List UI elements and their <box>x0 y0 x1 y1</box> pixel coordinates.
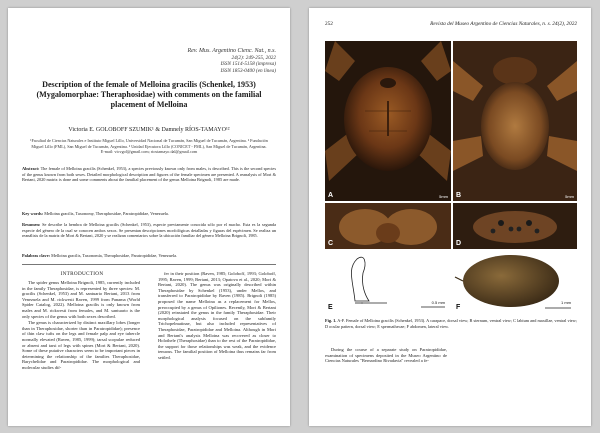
page-number: 252 <box>325 21 333 27</box>
journal-reference <box>187 48 276 74</box>
resumen <box>22 222 276 239</box>
maxillae-photo <box>325 203 451 249</box>
abstract-text: The female of Melloina gracilis (Schenkel, 1953), a species previously known only from males, is described. This is the second species of the genus known from both sexes. Detailed morphological description and figures of the female specimen are presented. A reanalysis of Mori & Bertani, 2020 matrix is done and some comments about the familial placement of the genus Melloina Brignoli, 1985 are made. <box>22 166 276 183</box>
article-title <box>24 80 274 110</box>
keywords <box>22 211 276 217</box>
journal-ref-line: 24(2): 249-255, 2022 <box>231 54 276 61</box>
scale-bar-e: 0.5 mm <box>431 300 445 305</box>
ocular-photo <box>453 203 577 249</box>
section-divider <box>22 264 276 265</box>
panel-f <box>453 251 577 313</box>
title-line: Description of the female of Melloina gracilis (Schenkel, 1953) <box>42 80 256 89</box>
panel-label-a: A <box>328 192 334 199</box>
left-page <box>8 8 290 426</box>
panel-label-c: C <box>328 240 334 247</box>
introduction-heading: INTRODUCTION <box>60 271 104 277</box>
sternum-photo <box>453 41 577 201</box>
palabras-clave <box>22 253 276 259</box>
panel-a <box>325 41 451 201</box>
panel-label-f: F <box>456 304 461 311</box>
panel-label-d: D <box>456 240 462 247</box>
scale-bar-b: 5mm <box>565 194 574 199</box>
body-column-1 <box>22 280 140 372</box>
panel-d <box>453 203 577 249</box>
abdomen-photo <box>453 251 577 313</box>
issn-online: ISSN 1853-0400 (en línea) <box>220 67 276 74</box>
panel-label-b: B <box>456 192 462 199</box>
panel-b <box>453 41 577 201</box>
body-column-2 <box>158 271 276 362</box>
resumen-text: Se describe la hembra de Melloina gracilis (Schenkel, 1953), especie previamente conocida sólo por el macho. Esta es la segunda especie del género de la cual se conocen ambos sexos. Se presentan descripciones morfológicas detalladas y figuras del espécimen. Se realiza un reanálisis de la matriz de Mori & Bertani, 2020 y se realizan comentarios sobre la ubicación familiar del género Melloina Brignoli, 1985. <box>22 222 276 239</box>
title-line: placement of Melloina <box>110 100 188 109</box>
panel-label-e: E <box>328 304 333 311</box>
title-line: (Mygalomorphae: Theraphosidae) with comments on the familial <box>36 90 262 99</box>
authors: Victoria E. GOLOBOFF SZUMIK¹ & Damnely RÍOS-TAMAYO¹² <box>68 127 230 133</box>
paragraph: During the course of a separate study on Paratropididae, examination of specimens deposited in the Museo Argentino de Ciencias Naturales "Bernardino Rivadavia" revealed a fe- <box>325 347 447 364</box>
issn-print: ISSN 1514-5158 (impresa) <box>220 61 276 68</box>
palabras-label: Palabras clave: <box>22 253 51 258</box>
caption-text: A-F. Female of Melloina gracilis (Schenkel, 1953). A carapace, dorsal view; B sternum, ventral view; C labium and maxillae, ventral view; D ocular pattern, dorsal view; E spermathecae; F abdomen, lateral view. <box>325 318 578 329</box>
scale-bar-f: 1 mm <box>561 300 571 305</box>
abstract <box>22 166 276 183</box>
keywords-label: Key words: <box>22 211 44 216</box>
scale-bar-a: 5mm <box>439 194 448 199</box>
paragraph: The genus is characterized by distinct maxillary lobes (longer than in Theraphosidae, shorter than in Paratropididae); presence of thin claw tufts on the legs and female palp and eye tubercle normally elevated (Raven, 1985, 1999); tarsal scopulae reduced or absent and tarsi of legs with spines (Mori & Bertani, 2020). Some of these putative characters seem to be important pieces in determining the relationship of the families Theraphosidae, Barychelidae and Paratropididae. The morphological and molecular studies dif- <box>22 320 140 370</box>
resumen-label: Resumen: <box>22 222 41 227</box>
figure-caption <box>325 318 577 329</box>
right-page <box>309 8 591 426</box>
figure-1 <box>325 41 577 313</box>
carapace-photo <box>325 41 451 201</box>
body-column-3 <box>325 347 447 365</box>
journal-name: Revista del Museo Argentino de Ciencias Naturales, n. s. 24(2), 2022 <box>430 21 577 27</box>
paragraph: The spider genus Melloina Brignoli, 1985, currently included in the family Theraphosidae, is represented by three species: M. gracilis (Schenkel, 1953) and M. santuario Bertani, 2013 from Venezuela and M. rickwesti Raven, 1999 from Panama (World Spider Catalog, 2022). Melloina gracilis is only known from males and M. rickwesti from females, and M. santuario is the only species of the genus with both sexes described. <box>22 280 140 319</box>
panel-c <box>325 203 451 249</box>
journal-ref-line: Rev. Mus. Argentino Cienc. Nat., n.s. <box>187 48 276 54</box>
affiliations: ¹Facultad de Ciencias Naturales e Instituto Miguel Lillo, Universidad Nacional de Tucumán, San Miguel de Tucumán, Argentina. ² Fundación Miguel Lillo (FML), San Miguel de Tucumán, Argentina. ³ Unidad Ejecutora Lillo (CONICET - FML), San Miguel de Tucumán, Argentina. E-mail: vicvgol@gmail.com; riostamayo.dal@gmail.com <box>30 138 268 155</box>
abstract-label: Abstract: <box>22 166 40 171</box>
palabras-text: Melloina gracilis, Taxonomía, Theraphosidae, Paratropididae, Venezuela. <box>51 253 178 258</box>
keywords-text: Melloina gracilis, Taxonomy, Theraphosidae, Paratropididae, Venezuela. <box>44 211 169 216</box>
panel-e <box>325 251 451 313</box>
caption-label: Fig. 1. <box>325 318 337 323</box>
paragraph: fer in their position (Raven, 1985; Goloboff, 1993; Goloboff, 1995; Raven, 1999; Bertani, 2013; Opatova et al., 2020; Mori & Bertani, 2020). The genus was originally described within Theraphosidae by Schenkel (1953), under Mellos, and transferred to Paratropididae by Raven (1985). Brignoli (1985) proposed the name Melloina as a replacement for Mellos, preoccupied by a genus of Opiliones. Recently, Mori & Bertani (2020) reinstated the genus in the family Theraphosidae. Their morphological analysis focused on the subfamily Trichopelmatinae, but also included representatives of Theraphosidae, Paratropididae and Melloina. Although in Mori and Bertani's analysis Melloina was recovered as closer to Holothele (Theraphosidae) than to the rest of the Paratropididae, the support for those relationships was weak, and the evidence tenuous. The familial position of Melloina thus remains far from settled. <box>158 271 276 360</box>
